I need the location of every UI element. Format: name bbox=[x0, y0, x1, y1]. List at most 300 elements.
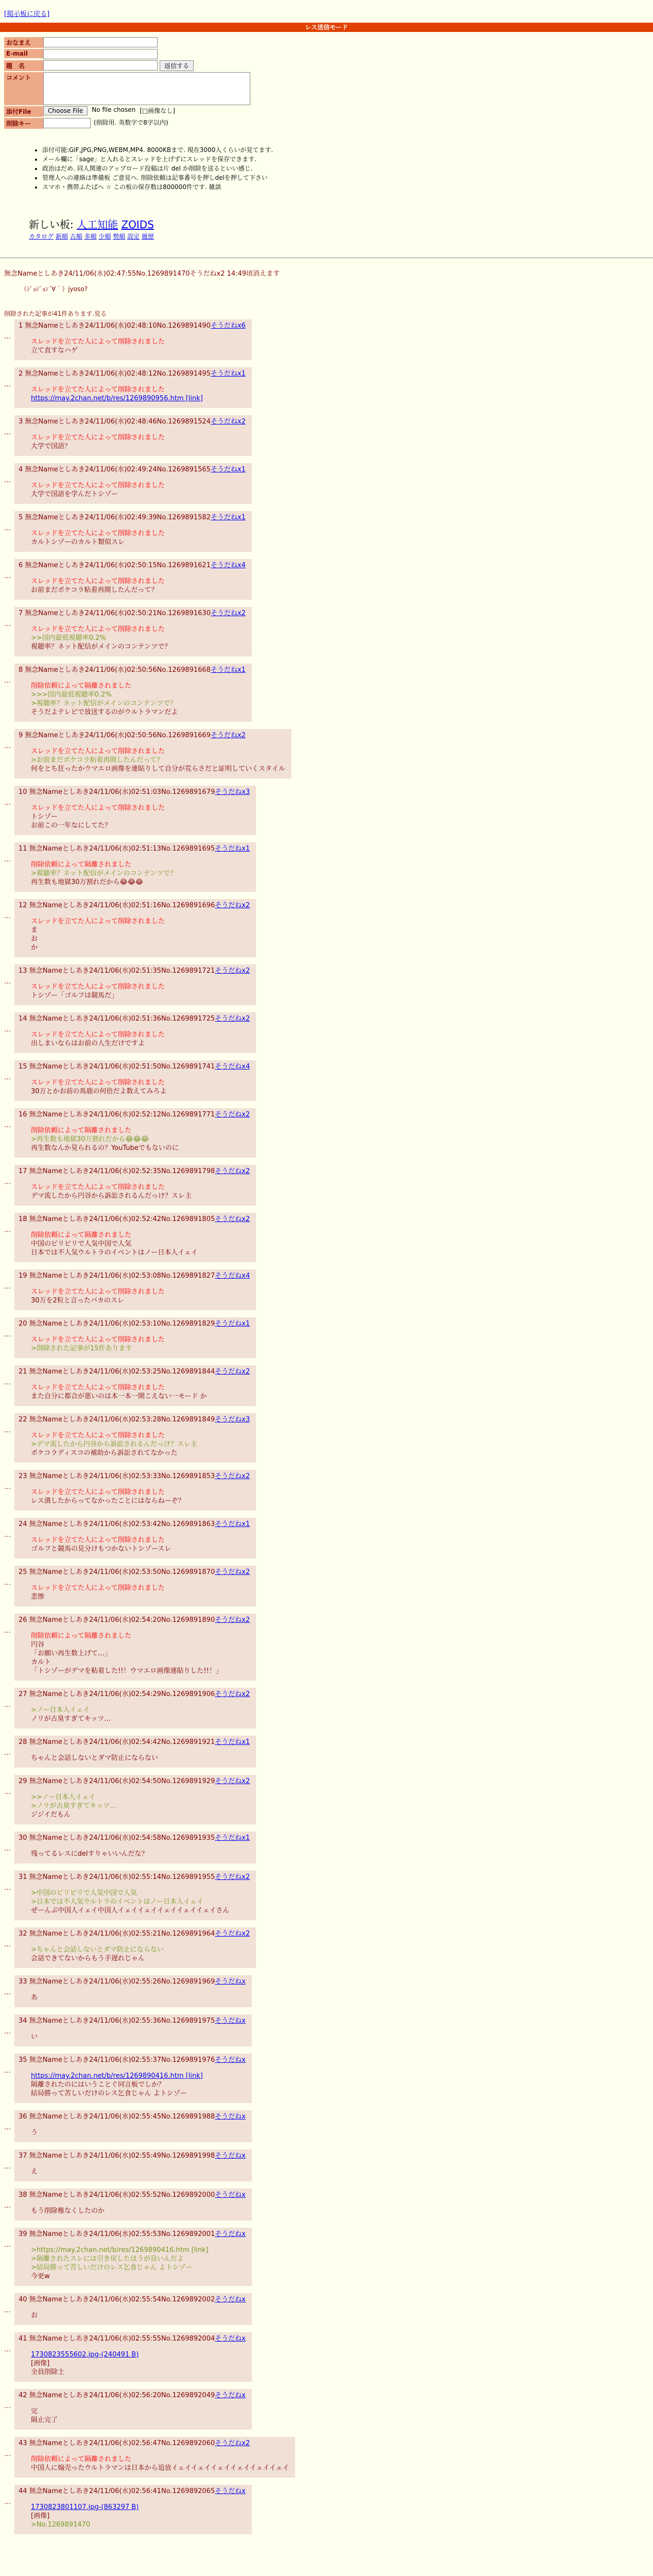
name-field[interactable] bbox=[43, 37, 158, 47]
sort-many-link[interactable]: 多順 bbox=[84, 233, 97, 240]
reply-number: 15 bbox=[19, 1063, 29, 1071]
reply-meta[interactable]: 無念Nameとしあき24/11/06(水)02:48:10No.1269891490 bbox=[25, 322, 211, 330]
sodane-button[interactable]: そうだねx2 bbox=[215, 1167, 250, 1175]
reply-text: [画像] bbox=[31, 2512, 50, 2520]
reply-meta[interactable]: 無念Nameとしあき24/11/06(水)02:55:49No.1269891998 bbox=[29, 2152, 215, 2160]
sodane-button[interactable]: そうだねx2 bbox=[215, 1111, 250, 1118]
history-link[interactable]: 履歴 bbox=[141, 233, 154, 240]
sodane-button[interactable]: そうだねx2 bbox=[215, 1690, 250, 1698]
settings-link[interactable]: 設定 bbox=[127, 233, 140, 240]
reply-marker: … bbox=[4, 978, 11, 986]
sodane-button[interactable]: そうだねx bbox=[215, 2152, 246, 2160]
reply-box bbox=[14, 1614, 256, 1681]
note-item: • メール欄に「sage」と入れるとスレッドを上げずにスレッドを保存できます. bbox=[42, 155, 391, 164]
reply-row bbox=[4, 559, 648, 600]
reply-text: カルト bbox=[31, 1658, 51, 1666]
reply-meta[interactable]: 無念Nameとしあき24/11/06(水)02:53:08No.1269891827 bbox=[29, 1272, 215, 1280]
sodane-button[interactable]: そうだねx1 bbox=[210, 666, 246, 674]
reply-number: 20 bbox=[19, 1320, 29, 1328]
reply-marker: … bbox=[4, 1749, 11, 1757]
reply-list bbox=[4, 319, 648, 2541]
reply-box bbox=[14, 1975, 252, 2007]
reply-text: 「トシゾーがデマを粘着した!!！ウマエロ画像連貼りした!!！」 bbox=[31, 1667, 222, 1675]
reply-text: ポケコラディスコの補助から訴訟されてなかった bbox=[31, 1449, 178, 1457]
reply-number: 8 bbox=[19, 666, 25, 674]
sodane-button[interactable]: そうだねx1 bbox=[210, 466, 246, 473]
reply-header bbox=[19, 1977, 246, 1986]
sodane-button[interactable]: そうだねx2 bbox=[210, 418, 246, 426]
reply-meta[interactable]: 無念Nameとしあき24/11/06(水)02:54:20No.1269891890 bbox=[29, 1616, 215, 1624]
reply-marker: … bbox=[4, 1379, 11, 1386]
reply-header bbox=[19, 1520, 250, 1529]
reply-marker: … bbox=[4, 799, 11, 807]
reply-meta[interactable]: 無念Nameとしあき24/11/06(水)02:54:58No.1269891935 bbox=[29, 1834, 215, 1842]
reply-row bbox=[4, 2110, 648, 2142]
reply-box bbox=[14, 1832, 256, 1863]
reply-meta[interactable]: 無念Nameとしあき24/11/06(水)02:49:39No.1269891582 bbox=[25, 514, 211, 521]
reply-body bbox=[31, 804, 250, 830]
reply-body bbox=[31, 982, 250, 1000]
reply-body bbox=[31, 1183, 250, 1200]
reply-meta[interactable]: 無念Nameとしあき24/11/06(水)02:51:16No.1269891696 bbox=[29, 902, 215, 909]
reply-body bbox=[31, 337, 246, 355]
reply-meta[interactable]: 無念Nameとしあき24/11/06(水)02:50:21No.1269891630 bbox=[25, 609, 211, 617]
reply-meta[interactable]: 無念Nameとしあき24/11/06(水)02:53:42No.1269891863 bbox=[29, 1520, 215, 1528]
sodane-button[interactable]: そうだねx2 bbox=[210, 732, 246, 739]
reply-meta[interactable]: 無念Nameとしあき24/11/06(水)02:49:24No.1269891565 bbox=[25, 466, 211, 473]
quote-line: >隔離されたスレには引き戻したほうが良いんだよ bbox=[31, 2255, 184, 2263]
reply-box bbox=[14, 1269, 256, 1310]
reply-box bbox=[14, 1012, 256, 1053]
comment-field[interactable] bbox=[43, 72, 250, 105]
reply-header bbox=[19, 901, 250, 910]
reply-header bbox=[19, 2439, 289, 2448]
reply-text: 円谷 bbox=[31, 1641, 45, 1649]
reply-header bbox=[19, 1738, 250, 1747]
reply-body bbox=[31, 385, 246, 403]
reply-text: レス潰したからってなかったことにはならねーぞ？ bbox=[31, 1497, 185, 1505]
quote-line: >>ノー日本人イェイ bbox=[31, 1793, 96, 1801]
reply-number: 43 bbox=[19, 2439, 29, 2447]
reply-meta[interactable]: 無念Nameとしあき24/11/06(水)02:52:12No.1269891771 bbox=[29, 1111, 215, 1118]
reply-box bbox=[14, 1775, 256, 1824]
reply-body bbox=[31, 2246, 246, 2281]
submit-button[interactable]: 返信する bbox=[160, 60, 194, 71]
reply-marker: … bbox=[4, 1283, 11, 1291]
reply-marker: … bbox=[4, 2202, 11, 2210]
sodane-button[interactable]: そうだねx bbox=[215, 2191, 246, 2199]
reply-text: [画像] bbox=[31, 2360, 50, 2367]
reply-text: 隔止完了 bbox=[31, 2416, 58, 2424]
sodane-button[interactable]: そうだねx4 bbox=[215, 1272, 250, 1280]
sodane-button[interactable]: そうだねx2 bbox=[215, 1777, 250, 1785]
sodane-button[interactable]: そうだねx3 bbox=[215, 1416, 250, 1423]
reply-box bbox=[14, 786, 256, 835]
reply-text: 会話できてないからもう手遅れじゃん bbox=[31, 1955, 145, 1962]
reply-box bbox=[14, 1927, 256, 1968]
reply-meta[interactable]: 無念Nameとしあき24/11/06(水)02:53:10No.1269891829 bbox=[29, 1320, 215, 1328]
reply-meta[interactable]: 無念Nameとしあき24/11/06(水)02:50:56No.1269891668 bbox=[25, 666, 211, 674]
reply-marker: … bbox=[4, 1627, 11, 1635]
deleted-notice: スレッドを立てた人によって削除されました bbox=[31, 578, 165, 585]
quote-line: >https://may.2chan.net/b/res/1269890416.htm [link] bbox=[31, 2246, 209, 2254]
deleted-notice: スレッドを立てた人によって削除されました bbox=[31, 804, 165, 812]
file-status: No file chosen bbox=[92, 106, 136, 113]
reply-body bbox=[31, 1126, 250, 1153]
reply-box bbox=[14, 2293, 252, 2325]
zoids-link[interactable]: ZOIDS bbox=[121, 218, 154, 231]
reply-text: トシゾー「ゴルフは競馬だ」 bbox=[31, 992, 118, 999]
reply-meta[interactable]: 無念Nameとしあき24/11/06(水)02:55:37No.1269891976 bbox=[29, 2056, 215, 2064]
catalog-link[interactable]: カタログ bbox=[29, 233, 54, 240]
deleted-notice: スレッドを立てた人によって削除されました bbox=[31, 918, 165, 925]
reply-number: 42 bbox=[19, 2392, 29, 2399]
reply-body bbox=[31, 625, 246, 651]
sodane-button[interactable]: そうだねx bbox=[215, 2056, 246, 2064]
reply-text: 立て直すなハゲ bbox=[31, 347, 78, 354]
deleted-notice: スレッドを立てた人によって削除されました bbox=[31, 1488, 165, 1496]
reply-meta[interactable]: 無念Nameとしあき24/11/06(水)02:56:47No.1269892060 bbox=[29, 2439, 215, 2447]
reply-box bbox=[14, 463, 252, 504]
reply-row bbox=[4, 842, 648, 892]
quote-line: >ちゃんと会話しないとダマ防止にならない bbox=[31, 1946, 164, 1954]
reply-header bbox=[19, 1415, 250, 1424]
reply-meta[interactable]: 無念Nameとしあき24/11/06(水)02:56:41No.1269892065 bbox=[29, 2487, 215, 2495]
sodane-button[interactable]: そうだねx bbox=[215, 2230, 246, 2238]
reply-meta[interactable]: 無念Nameとしあき24/11/06(水)02:55:21No.1269891964 bbox=[29, 1930, 215, 1938]
sort-old-link[interactable]: 古順 bbox=[70, 233, 82, 240]
sodane-button[interactable]: そうだねx2 bbox=[215, 1568, 250, 1576]
reply-marker: … bbox=[4, 1845, 11, 1853]
reply-box bbox=[14, 415, 252, 456]
sodane-button[interactable]: そうだねx4 bbox=[215, 1063, 250, 1071]
reply-row bbox=[4, 1775, 648, 1824]
sort-few-link[interactable]: 少順 bbox=[98, 233, 111, 240]
reply-row bbox=[4, 463, 648, 504]
reply-meta[interactable]: 無念Nameとしあき24/11/06(水)02:53:33No.1269891853 bbox=[29, 1472, 215, 1480]
reply-link[interactable]: 1730823555602.jpg-(240491 B) bbox=[31, 2351, 139, 2359]
reply-header bbox=[19, 788, 250, 796]
sodane-button[interactable]: そうだねx1 bbox=[215, 845, 250, 853]
reply-marker: … bbox=[4, 1884, 11, 1892]
reply-meta[interactable]: 無念Nameとしあき24/11/06(水)02:55:54No.1269892002 bbox=[29, 2296, 215, 2303]
reply-text: お bbox=[31, 935, 38, 943]
reply-text: 再生数なんか見られるの？YouTubeでもないのに bbox=[31, 1144, 179, 1152]
back-to-board-link[interactable]: [掲示板に戻る] bbox=[4, 10, 50, 18]
reply-meta[interactable]: 無念Nameとしあき24/11/06(水)02:55:55No.1269892004 bbox=[29, 2335, 215, 2343]
deleted-notice: スレッドを立てた人によって削除されました bbox=[31, 434, 165, 442]
reply-meta[interactable]: 無念Nameとしあき24/11/06(水)02:55:26No.1269891969 bbox=[29, 1978, 215, 1986]
reply-marker: … bbox=[4, 1331, 11, 1338]
deleted-notice: スレッドを立てた人によって削除されました bbox=[31, 983, 165, 991]
reply-marker: … bbox=[4, 333, 11, 341]
sodane-button[interactable]: そうだねx2 bbox=[215, 1930, 250, 1938]
posting-notes bbox=[31, 145, 391, 192]
reply-body bbox=[31, 577, 246, 595]
new-board-link[interactable]: 人工知能 bbox=[77, 218, 118, 231]
reply-number: 41 bbox=[19, 2335, 29, 2343]
reply-row bbox=[4, 2054, 648, 2103]
reply-body bbox=[31, 1584, 250, 1601]
reply-text: ちゃんと会話しないとダマ防止にならない bbox=[31, 1754, 159, 1762]
reply-number: 13 bbox=[19, 967, 29, 975]
reply-text: ゴルフと競馬の見分けもつかないトシゾースレ bbox=[31, 1545, 171, 1553]
reply-number: 6 bbox=[19, 562, 25, 569]
delete-key-field[interactable] bbox=[43, 118, 91, 128]
reply-row bbox=[4, 786, 648, 835]
reply-meta[interactable]: 無念Nameとしあき24/11/06(水)02:53:50No.1269891870 bbox=[29, 1568, 215, 1576]
reply-number: 34 bbox=[19, 2017, 29, 2025]
reply-meta[interactable]: 無念Nameとしあき24/11/06(水)02:55:45No.1269891988 bbox=[29, 2113, 215, 2121]
sort-momentum-link[interactable]: 勢順 bbox=[113, 233, 126, 240]
reply-header bbox=[19, 1472, 250, 1481]
quote-line: >結局勝って苦しいだけのレス乞食じゃん よトシゾー bbox=[31, 2264, 193, 2272]
quote-line: >中国のビリビリで人気中国で人気 bbox=[31, 1889, 137, 1897]
reply-header bbox=[19, 1834, 250, 1842]
reply-meta[interactable]: 無念Nameとしあき24/11/06(水)02:53:25No.1269891844 bbox=[29, 1368, 215, 1376]
sodane-button[interactable]: そうだねx bbox=[215, 2017, 246, 2025]
reply-marker: … bbox=[4, 1579, 11, 1587]
reply-marker: … bbox=[4, 477, 11, 484]
sodane-button[interactable]: そうだねx1 bbox=[215, 1834, 250, 1842]
sodane-button[interactable]: そうだねx2 bbox=[215, 1616, 250, 1624]
reply-text: ぜーんぶ中国人イェイ中国人イェイイェイイェイイェイイェイさん bbox=[31, 1907, 230, 1914]
reply-body bbox=[31, 917, 250, 952]
reply-meta[interactable]: 無念Nameとしあき24/11/06(水)02:54:29No.1269891906 bbox=[29, 1690, 215, 1698]
subject-field[interactable] bbox=[43, 60, 158, 71]
deleted-notice: スレッドを立てた人によって削除されました bbox=[31, 338, 165, 346]
reply-marker: … bbox=[4, 1941, 11, 1948]
reply-box bbox=[14, 1317, 256, 1358]
reply-row bbox=[4, 1165, 648, 1206]
reply-meta[interactable]: 無念Nameとしあき24/11/06(水)02:50:56No.1269891669 bbox=[25, 732, 211, 739]
reply-number: 36 bbox=[19, 2113, 29, 2121]
deleted-notice: スレッドを立てた人によって削除されました bbox=[31, 1079, 165, 1087]
reply-number: 10 bbox=[19, 788, 29, 796]
quote-line: >視聴率？ネット配信がメインのコンテンツで？ bbox=[31, 700, 177, 707]
reply-number: 32 bbox=[19, 1930, 29, 1938]
reply-meta[interactable]: 無念Nameとしあき24/11/06(水)02:55:52No.1269892000 bbox=[29, 2191, 215, 2199]
reply-number: 29 bbox=[19, 1777, 29, 1785]
reply-meta[interactable]: 無念Nameとしあき24/11/06(水)02:51:03No.1269891679 bbox=[29, 788, 215, 796]
reply-row bbox=[4, 1614, 648, 1681]
sort-new-link[interactable]: 新順 bbox=[55, 233, 68, 240]
reply-body bbox=[31, 1536, 250, 1553]
sodane-button[interactable]: そうだねx bbox=[215, 2487, 246, 2495]
reply-text: ノリが古臭すぎてキッツ… bbox=[31, 1715, 111, 1723]
sodane-button[interactable]: そうだねx2 bbox=[215, 967, 250, 975]
sodane-button[interactable]: そうだねx6 bbox=[210, 322, 246, 330]
sodane-button[interactable]: そうだねx1 bbox=[215, 1520, 250, 1528]
reply-box bbox=[14, 1108, 256, 1158]
reply-number: 12 bbox=[19, 902, 29, 909]
reply-row bbox=[4, 2228, 648, 2286]
reply-row bbox=[4, 1975, 648, 2007]
reply-body bbox=[31, 1383, 250, 1401]
reply-body bbox=[31, 1488, 250, 1505]
reply-box bbox=[14, 1736, 256, 1768]
sodane-button[interactable]: そうだねx bbox=[215, 2113, 246, 2121]
reply-number: 25 bbox=[19, 1568, 29, 1576]
reply-number: 4 bbox=[19, 466, 25, 473]
note-item: • 添付可能:GIF,JPG,PNG,WEBM,MP4. 8000KBまで. 現在3000人くらいが見てます. bbox=[42, 145, 391, 155]
reply-header bbox=[19, 666, 246, 674]
reply-body bbox=[31, 1287, 250, 1305]
reply-marker: … bbox=[4, 677, 11, 685]
reply-meta[interactable]: 無念Nameとしあき24/11/06(水)02:52:42No.1269891805 bbox=[29, 1215, 215, 1223]
reply-marker: … bbox=[4, 912, 11, 920]
reply-box bbox=[14, 1060, 256, 1101]
reply-header bbox=[19, 1568, 250, 1577]
reply-meta[interactable]: 無念Nameとしあき24/11/06(水)02:55:53No.1269892001 bbox=[29, 2230, 215, 2238]
reply-marker: … bbox=[4, 381, 11, 388]
reply-body bbox=[31, 682, 246, 717]
reply-marker: … bbox=[4, 1701, 11, 1709]
reply-marker: … bbox=[4, 2028, 11, 2036]
sodane-button[interactable]: そうだねx bbox=[215, 2392, 246, 2399]
reply-link[interactable]: https://may.2chan.net/b/res/1269890416.htm [link] bbox=[31, 2072, 203, 2080]
sodane-button[interactable]: そうだねx bbox=[215, 2335, 246, 2343]
deleted-count-notice[interactable]: 削除された記事が41件あります.見る bbox=[4, 310, 107, 317]
sodane-button[interactable]: そうだねx2 bbox=[215, 1368, 250, 1376]
sodane-button[interactable]: そうだねx1 bbox=[210, 370, 246, 378]
reply-body bbox=[31, 2503, 246, 2529]
reply-body bbox=[31, 1793, 250, 1819]
reply-text: 「お願い再生数上げて…」 bbox=[31, 1650, 112, 1657]
reply-header bbox=[19, 2191, 246, 2199]
reply-row bbox=[4, 1736, 648, 1768]
reply-row bbox=[4, 1413, 648, 1463]
reply-row bbox=[4, 1012, 648, 1053]
reply-body bbox=[31, 1706, 250, 1723]
no-image-checkbox[interactable]: [□画像なし] bbox=[140, 107, 175, 114]
reply-meta[interactable]: 無念Nameとしあき24/11/06(水)02:51:50No.1269891741 bbox=[29, 1063, 215, 1071]
reply-body bbox=[31, 2128, 246, 2137]
reply-meta[interactable]: 無念Nameとしあき24/11/06(水)02:53:28No.1269891849 bbox=[29, 1416, 215, 1423]
reply-box bbox=[14, 1566, 256, 1606]
deleted-notice: スレッドを立てた人によって削除されました bbox=[31, 748, 165, 755]
reply-body bbox=[31, 1335, 250, 1353]
reply-meta[interactable]: 無念Nameとしあき24/11/06(水)02:54:50No.1269891929 bbox=[29, 1777, 215, 1785]
choose-file-button[interactable]: Choose File bbox=[43, 106, 88, 115]
reply-row bbox=[4, 2014, 648, 2046]
reply-text: 中国のビリビリで人気中国で人気 bbox=[31, 1240, 132, 1248]
reply-header bbox=[19, 2112, 246, 2121]
email-label: E-mail bbox=[4, 49, 43, 58]
reply-meta[interactable]: 無念Nameとしあき24/11/06(水)02:51:35No.1269891721 bbox=[29, 967, 215, 975]
reply-header bbox=[19, 1167, 250, 1176]
sodane-button[interactable]: そうだねx2 bbox=[210, 609, 246, 617]
note-item: • 政治はだめ. 同人関連のアップロード投稿は片 del か削除を送るといい感じ. bbox=[42, 164, 391, 173]
reply-meta[interactable]: 無念Nameとしあき24/11/06(水)02:51:13No.1269891695 bbox=[29, 845, 215, 853]
reply-row bbox=[4, 1518, 648, 1558]
reply-text: 隔離されたのにはいうことぐ同言板でしか？ bbox=[31, 2081, 165, 2089]
reply-meta[interactable]: 無念Nameとしあき24/11/06(水)02:50:15No.1269891621 bbox=[25, 562, 211, 569]
sodane-button[interactable]: そうだねx2 bbox=[215, 1015, 250, 1023]
sodane-button[interactable]: そうだねx2 bbox=[215, 1873, 250, 1881]
sodane-button[interactable]: そうだねx1 bbox=[215, 1738, 250, 1746]
reply-meta[interactable]: 無念Nameとしあき24/11/06(水)02:48:46No.1269891524 bbox=[25, 418, 211, 426]
reply-row bbox=[4, 2189, 648, 2221]
reply-header bbox=[19, 2487, 246, 2496]
sodane-button[interactable]: そうだねx bbox=[215, 1978, 246, 1986]
sodane-button[interactable]: そうだねx1 bbox=[210, 514, 246, 521]
reply-meta[interactable]: 無念Nameとしあき24/11/06(水)02:48:12No.1269891495 bbox=[25, 370, 211, 378]
reply-header bbox=[19, 2016, 246, 2025]
reply-form bbox=[4, 36, 365, 130]
reply-body bbox=[31, 2350, 246, 2377]
email-field[interactable] bbox=[43, 49, 158, 59]
reply-marker: … bbox=[4, 2241, 11, 2249]
reply-text: デマ流したから円谷から訴訟されるんだっけ？スレ主 bbox=[31, 1192, 192, 1200]
reply-header bbox=[19, 2151, 246, 2160]
reply-text: 再生数も地獄30万割れだから😂😂😂 bbox=[31, 878, 144, 886]
reply-number: 35 bbox=[19, 2056, 29, 2064]
sodane-button[interactable]: そうだねx4 bbox=[210, 562, 246, 569]
reply-row bbox=[4, 2149, 648, 2181]
reply-number: 39 bbox=[19, 2230, 29, 2238]
reply-meta[interactable]: 無念Nameとしあき24/11/06(水)02:54:42No.1269891921 bbox=[29, 1738, 215, 1746]
sodane-button[interactable]: そうだねx2 bbox=[215, 2439, 250, 2447]
reply-header bbox=[19, 731, 285, 740]
reply-link[interactable]: 1730823801107.jpg-(863297 B) bbox=[31, 2503, 139, 2511]
reply-header bbox=[19, 844, 250, 853]
quote-line: >>>国内最低視聴率0.2% bbox=[31, 691, 112, 699]
reply-text: ジジイだもん bbox=[31, 1811, 71, 1819]
reply-row bbox=[4, 1832, 648, 1863]
sodane-button[interactable]: そうだねx1 bbox=[215, 1320, 250, 1328]
reply-meta[interactable]: 無念Nameとしあき24/11/06(水)02:55:14No.1269891955 bbox=[29, 1873, 215, 1881]
quote-line: >お前まだポケコラ粘着再開したんだって？ bbox=[31, 756, 164, 764]
reply-number: 7 bbox=[19, 609, 25, 617]
sodane-button[interactable]: そうだねx2 bbox=[215, 1472, 250, 1480]
reply-marker: … bbox=[4, 856, 11, 863]
reply-box bbox=[14, 842, 256, 892]
reply-marker: … bbox=[4, 742, 11, 750]
reply-text: 出しまいならはお前の人生だけですよ bbox=[31, 1040, 145, 1047]
reply-meta[interactable]: 無念Nameとしあき24/11/06(水)02:51:36No.1269891725 bbox=[29, 1015, 215, 1023]
sodane-button[interactable]: そうだねx3 bbox=[215, 788, 250, 796]
reply-header bbox=[19, 1272, 250, 1280]
reply-number: 33 bbox=[19, 1978, 29, 1986]
reply-text: また自分に都合が悪いのは本一本一開こえない一モード か bbox=[31, 1393, 207, 1400]
reply-link[interactable]: https://may.2chan.net/b/res/1269890956.htm [link] bbox=[31, 395, 203, 402]
deleted-notice: 削除依頼によって隔離されました bbox=[31, 2455, 132, 2463]
quote-line: >ノリが古臭すぎてキッツ… bbox=[31, 1802, 117, 1810]
thread-op-header: 無念Nameとしあき24/11/06(水)02:47:55No.1269891470そうだねx2 14:49頃消えます bbox=[4, 270, 280, 278]
reply-number: 38 bbox=[19, 2191, 29, 2199]
sodane-button[interactable]: そうだねx2 bbox=[215, 1215, 250, 1223]
reply-box bbox=[14, 2332, 252, 2382]
sodane-button[interactable]: そうだねx bbox=[215, 2296, 246, 2303]
reply-number: 30 bbox=[19, 1834, 29, 1842]
reply-number: 19 bbox=[19, 1272, 29, 1280]
reply-header bbox=[19, 1616, 250, 1624]
reply-meta[interactable]: 無念Nameとしあき24/11/06(水)02:56:20No.1269892049 bbox=[29, 2392, 215, 2399]
reply-meta[interactable]: 無念Nameとしあき24/11/06(水)02:55:36No.1269891975 bbox=[29, 2017, 215, 2025]
reply-text: お前この一年なにしてた？ bbox=[31, 822, 112, 829]
reply-box bbox=[14, 319, 252, 360]
reply-marker: … bbox=[4, 1483, 11, 1491]
reply-meta[interactable]: 無念Nameとしあき24/11/06(水)02:52:35No.1269891798 bbox=[29, 1167, 215, 1175]
reply-row bbox=[4, 1365, 648, 1406]
sodane-button[interactable]: そうだねx2 bbox=[215, 902, 250, 909]
reply-text: 大学で国語？ bbox=[31, 443, 72, 450]
reply-box bbox=[14, 1213, 256, 1262]
reply-marker: … bbox=[4, 2498, 11, 2506]
reply-marker: … bbox=[4, 2450, 11, 2458]
reply-marker: … bbox=[4, 524, 11, 532]
